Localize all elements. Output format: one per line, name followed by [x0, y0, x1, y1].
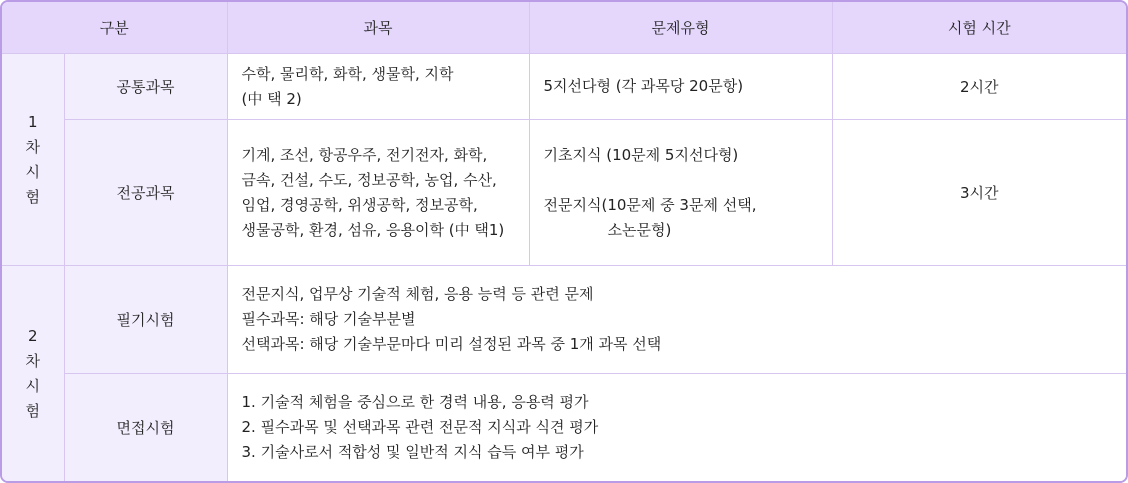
detail-line: 1. 기술적 체험을 중심으로 한 경력 내용, 응용력 평가 — [241, 393, 589, 412]
stage1-label — [2, 54, 64, 266]
subject-line: 기계, 조선, 항공우주, 전기전자, 화학, — [241, 145, 488, 164]
major-subject-list — [227, 120, 529, 266]
type-line: 기초지식 (10문제 5지선다형) — [543, 145, 739, 164]
table-row — [2, 266, 1126, 374]
table-row — [2, 374, 1126, 482]
header-category: 구분 — [2, 2, 227, 54]
stage2-label-char: 차 — [25, 351, 40, 370]
common-subject-name: 공통과목 — [64, 54, 227, 120]
major-subject-name: 전공과목 — [64, 120, 227, 266]
table-row — [2, 54, 1126, 120]
stage2-label-char: 2 — [27, 326, 38, 345]
stage1-label-char: 차 — [25, 137, 40, 156]
subject-line: (中 택 2) — [241, 89, 302, 108]
header-row — [2, 2, 1126, 54]
subject-line: 임업, 경영공학, 위생공학, 정보공학, — [241, 195, 478, 214]
interview-exam-name: 면접시험 — [64, 374, 227, 482]
subject-line: 수학, 물리학, 화학, 생물학, 지학 — [241, 64, 454, 83]
stage2-label — [2, 266, 64, 482]
subject-line: 금속, 건설, 수도, 정보공학, 농업, 수산, — [241, 170, 497, 189]
header-question-type: 문제유형 — [529, 2, 832, 54]
subject-line: 생물공학, 환경, 섬유, 응용이학 (中 택1) — [241, 220, 505, 239]
written-exam-name: 필기시험 — [64, 266, 227, 374]
detail-line: 3. 기술사로서 적합성 및 일반적 지식 습득 여부 평가 — [241, 443, 584, 462]
type-line: 전문지식(10문제 중 3문제 선택, — [543, 195, 757, 214]
major-question-type — [529, 120, 832, 266]
written-exam-details — [227, 266, 1126, 374]
table-row — [2, 120, 1126, 266]
detail-line: 전문지식, 업무상 기술적 체험, 응용 능력 등 관련 문제 — [241, 285, 594, 303]
type-spacer — [544, 168, 818, 193]
stage1-label-char: 시 — [25, 162, 40, 181]
stage1-label-char: 험 — [25, 187, 40, 206]
exam-structure-table — [2, 2, 1126, 482]
detail-line: 선택과목: 해당 기술부문마다 미리 설정된 과목 중 1개 과목 선택 — [241, 335, 662, 353]
major-exam-time: 3시간 — [832, 120, 1126, 266]
header-exam-time: 시험 시간 — [832, 2, 1126, 54]
detail-line: 2. 필수과목 및 선택과목 관련 전문적 지식과 식견 평가 — [241, 418, 599, 437]
type-line: 소논문형) — [607, 220, 672, 239]
detail-line: 필수과목: 해당 기술부분별 — [241, 310, 416, 328]
stage2-label-char: 시 — [25, 376, 40, 395]
stage1-label-char: 1 — [27, 112, 38, 131]
common-question-type: 5지선다형 (각 과목당 20문항) — [529, 54, 832, 120]
common-exam-time: 2시간 — [832, 54, 1126, 120]
stage2-label-char: 험 — [25, 401, 40, 420]
interview-exam-details — [227, 374, 1126, 482]
common-subject-list — [227, 54, 529, 120]
header-subject: 과목 — [227, 2, 529, 54]
